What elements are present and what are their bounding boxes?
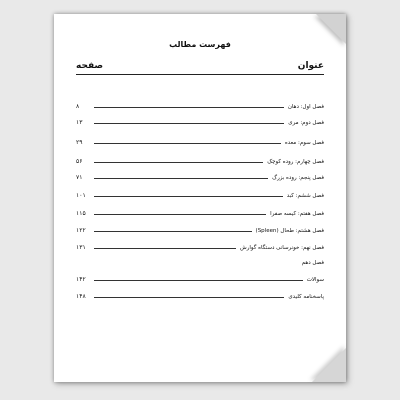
toc-leader bbox=[94, 196, 283, 197]
toc-label: فصل دهم bbox=[301, 260, 324, 266]
toc-leader bbox=[94, 162, 263, 163]
toc-page: ۱۰۱ bbox=[76, 192, 86, 199]
toc-row bbox=[76, 134, 324, 146]
toc-label: فصل دوم: مری bbox=[288, 120, 324, 126]
toc-page: ۱۴۲ bbox=[76, 276, 86, 283]
toc-label: فصل نهم: خونرسانی دستگاه گوارش bbox=[239, 245, 324, 251]
toc-page: ۲۹ bbox=[76, 139, 83, 146]
header-title-column: عنوان bbox=[297, 61, 324, 71]
toc-page: ۵۶ bbox=[76, 158, 83, 165]
toc-row bbox=[76, 153, 324, 165]
toc-label: فصل سوم: معده bbox=[284, 140, 324, 146]
toc-leader bbox=[94, 214, 266, 215]
toc-row bbox=[76, 169, 324, 181]
toc-page: ۱۲۲ bbox=[76, 227, 86, 234]
toc-label: فصل چهارم: روده کوچک bbox=[267, 159, 324, 165]
toc-label: فصل هفتم: کیسه صفرا bbox=[270, 211, 324, 217]
toc-label: فصل پنجم: روده بزرگ bbox=[272, 175, 324, 181]
toc-page: ۸ bbox=[76, 103, 80, 110]
toc-row bbox=[76, 254, 324, 266]
toc-leader bbox=[94, 280, 303, 281]
toc-row bbox=[76, 239, 324, 251]
toc-leader bbox=[94, 248, 236, 249]
toc-leader bbox=[94, 178, 268, 179]
toc-label: پاسخنامه کلیدی bbox=[288, 294, 324, 300]
toc-page: ۱۳ bbox=[76, 119, 83, 126]
toc-row bbox=[76, 98, 324, 110]
toc-row bbox=[76, 187, 324, 199]
header-rule bbox=[76, 74, 324, 75]
toc-leader bbox=[94, 123, 284, 124]
toc-label: فصل هشتم: طحال (Spleen) bbox=[255, 228, 324, 234]
toc-page: ۱۳۱ bbox=[76, 244, 86, 251]
toc-page: ۷۱ bbox=[76, 174, 83, 181]
toc-leader bbox=[94, 231, 252, 232]
toc-leader bbox=[94, 143, 281, 144]
header-page-column: صفحه bbox=[76, 61, 104, 71]
toc-row bbox=[76, 271, 324, 283]
toc-row bbox=[76, 288, 324, 300]
toc-label: فصل اول: دهان bbox=[287, 104, 324, 110]
toc-page: ۱۱۵ bbox=[76, 210, 86, 217]
toc-label: فصل ششم: کبد bbox=[286, 193, 324, 199]
page-curl-bottom bbox=[312, 348, 346, 382]
toc-label: سوالات bbox=[306, 277, 324, 283]
toc-page: ۱۴۸ bbox=[76, 293, 86, 300]
toc-title: فهرست مطالب bbox=[169, 40, 231, 49]
toc-row bbox=[76, 114, 324, 126]
toc-row bbox=[76, 222, 324, 234]
toc-leader bbox=[94, 297, 284, 298]
toc-row bbox=[76, 205, 324, 217]
document-page bbox=[54, 14, 346, 382]
toc-leader bbox=[94, 107, 284, 108]
